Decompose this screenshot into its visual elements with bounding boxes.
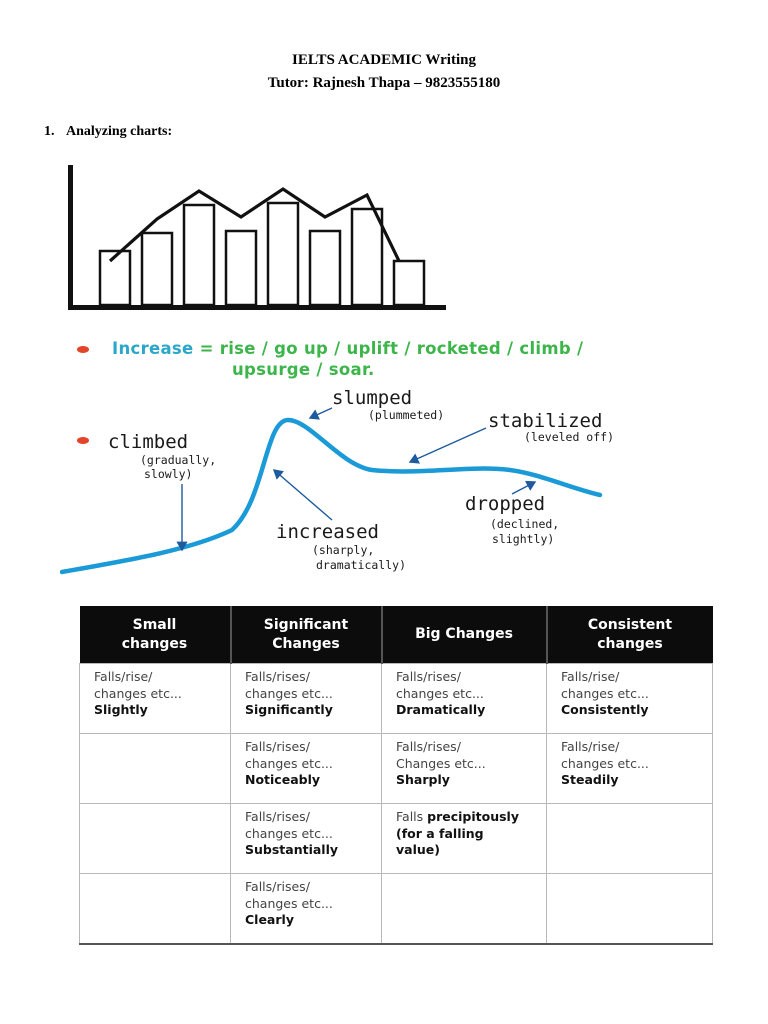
bar xyxy=(310,231,340,305)
label-increased: increased xyxy=(276,521,379,543)
table-cell-empty xyxy=(547,804,713,874)
table-cell-empty xyxy=(80,874,231,945)
label-stabilized: stabilized xyxy=(488,410,603,432)
note-dropped-2: slightly) xyxy=(492,532,555,546)
label-dropped: dropped xyxy=(465,493,546,515)
note-slumped: (plummeted) xyxy=(368,408,445,422)
arrow-increased xyxy=(274,470,332,520)
table-cell-empty xyxy=(547,874,713,945)
increase-synonyms: = rise / go up / uplift / rocketed / climb / xyxy=(193,339,584,358)
section-number: 1. xyxy=(44,124,55,139)
y-axis xyxy=(68,165,73,310)
trend-curve-illustration xyxy=(60,380,620,580)
table-header-row xyxy=(80,606,713,664)
increase-synonyms-line2: upsurge / soar. xyxy=(232,360,375,379)
header-small-changes: Small changes xyxy=(80,606,231,664)
header-consistent-changes: Consistent changes xyxy=(547,606,713,664)
table-cell-empty xyxy=(80,804,231,874)
note-stabilized: (leveled off) xyxy=(524,430,615,444)
note-increased-2: dramatically) xyxy=(316,558,407,572)
bullet-increase xyxy=(77,346,89,353)
header-big-changes: Big Changes xyxy=(382,606,547,664)
arrow-stabilized xyxy=(410,428,486,462)
table-cell-empty xyxy=(80,734,231,804)
table-cell-empty xyxy=(382,874,547,945)
table-cell: Falls/rise/ changes etc... Consistently xyxy=(547,664,713,734)
header-significant-changes: Significant Changes xyxy=(231,606,382,664)
table-cell: Falls/rises/ changes etc... Substantially xyxy=(231,804,382,874)
bar xyxy=(394,261,424,305)
table-cell: Falls/rises/ changes etc... Clearly xyxy=(231,874,382,945)
table-row xyxy=(80,874,713,945)
table-row xyxy=(80,804,713,874)
arrow-slumped xyxy=(310,408,332,418)
table-row xyxy=(80,664,713,734)
table-cell: Falls/rises/ changes etc... Dramatically xyxy=(382,664,547,734)
document-title: IELTS ACADEMIC Writing xyxy=(292,52,476,68)
bar xyxy=(142,233,172,305)
note-climbed-2: slowly) xyxy=(144,467,193,481)
note-increased-1: (sharply, xyxy=(312,543,375,557)
table-cell: Falls/rise/ changes etc... Slightly xyxy=(80,664,231,734)
note-dropped-1: (declined, xyxy=(490,517,560,531)
increase-keyword: Increase xyxy=(112,339,194,358)
bar xyxy=(100,251,130,305)
table-cell: Falls/rises/ changes etc... Significantly xyxy=(231,664,382,734)
bar-chart-illustration xyxy=(40,155,460,325)
table-cell: Falls/rises/ changes etc... Noticeably xyxy=(231,734,382,804)
table-cell: Falls precipitously (for a falling value) xyxy=(382,804,547,874)
section-heading xyxy=(44,124,172,140)
bar xyxy=(226,231,256,305)
tutor-line: Tutor: Rajnesh Thapa – 9823555180 xyxy=(267,75,501,91)
section-title: Analyzing charts: xyxy=(66,124,173,139)
label-slumped: slumped xyxy=(332,387,413,409)
bar xyxy=(184,205,214,305)
table-cell: Falls/rise/ changes etc... Steadily xyxy=(547,734,713,804)
increase-synonyms-line1 xyxy=(112,339,583,358)
bar xyxy=(352,209,382,305)
note-climbed-1: (gradually, xyxy=(140,453,217,467)
label-climbed: climbed xyxy=(108,431,189,453)
change-vocabulary-table xyxy=(79,606,713,945)
table-row xyxy=(80,734,713,804)
table-cell: Falls/rises/ Changes etc... Sharply xyxy=(382,734,547,804)
bar xyxy=(268,203,298,305)
